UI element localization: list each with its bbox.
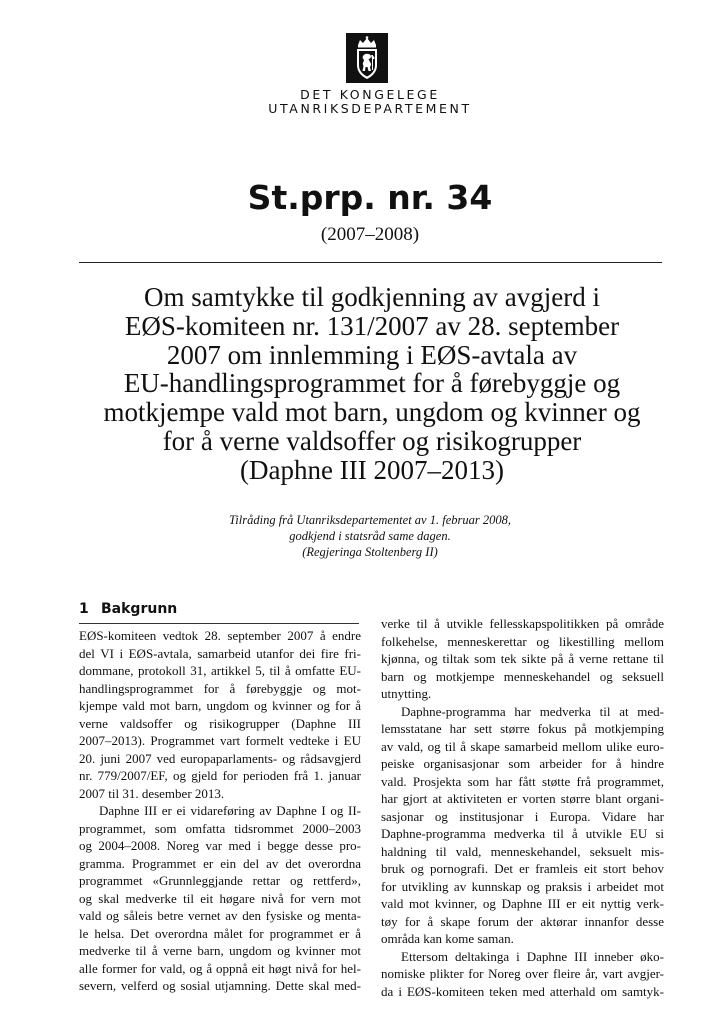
body-line: Daphne-programma har medverka til at med- (401, 703, 664, 719)
body-line: programmet, som omfatta tidsrommet 2000–2003 (79, 820, 361, 836)
title-line: 2007 om innlemming i EØS-avtala av (166, 339, 578, 370)
body-line: har gjort at aktiviteten er vorten større blant organi- (381, 791, 664, 806)
document-number: St.prp. nr. 34 (247, 178, 493, 217)
recommendation-line: Tilråding frå Utanriksdepartementet av 1. februar 2008, (229, 513, 511, 527)
body-line: områda kan kome saman. (381, 931, 514, 946)
title-line: Om samtykke til godkjenning av avgjerd i (144, 282, 600, 312)
body-line: for utvikling av kunnskap og praksis i arbeidet mot (381, 878, 664, 894)
body-line: handlingsprogrammet for å førebyggje og mot- (79, 680, 361, 696)
body-line: da i EØS-komiteen teken med atterhald om samtyk- (381, 983, 664, 999)
title-divider (79, 262, 662, 263)
body-line: le helsa. Det overordna målet for programmet er å (79, 925, 361, 941)
ministry-name-line2: UTANRIKSDEPARTEMENT (268, 101, 472, 116)
body-line: folkehelse, menneskerettar og likestilling mellom (381, 633, 664, 649)
title-line: motkjempe vald mot barn, ungdom og kvinner og (103, 397, 641, 428)
body-line: og skal medverke til eit høgare nivå for vern mot (79, 890, 361, 906)
body-line: programmet «Grunnleggjande rettar og rettferd», (79, 873, 361, 888)
document-title (76, 283, 668, 485)
body-line: gramma. Programmet er ein del av det overordna (79, 855, 361, 871)
body-line: EØS-komiteen vedtok 28. september 2007 å endre (79, 628, 361, 643)
body-line: sasjonar og institusjonar i Europa. Vidare har (381, 808, 664, 824)
title-line: EU-handlingsprogrammet for å førebyggje og (123, 368, 621, 399)
body-line: verke til å utvikle fellesskapspolitikken på område (381, 616, 664, 631)
body-line: alle former for vald, og å oppnå eit høgt nivå for hel- (79, 960, 361, 976)
body-line: nomiske plikter for Noreg over fleire år, vart avgjer- (381, 966, 664, 981)
body-line: utnytting. (381, 686, 432, 701)
body-column-right (381, 615, 664, 1000)
body-line: og 2004–2008. Noreg var med i begge desse pro- (79, 838, 361, 853)
body-line: tøy for å skape forum der aktørar innanfor desse (381, 913, 664, 929)
body-line: del VI i EØS-avtala, samarbeid utanfor dei fire fri- (79, 645, 361, 661)
body-line: barn og motkjempe menneskehandel og seksuell (381, 668, 664, 684)
body-line: bruk og pornografi. Det er framleis eit stort behov (381, 861, 664, 876)
session-years: (2007–2008) (320, 224, 420, 245)
title-line: for å verne valdsoffer og risikogrupper (162, 425, 582, 456)
body-line: Daphne III er ei vidareføring av Daphne I og II- (99, 803, 361, 818)
body-line: vald og såleis betre vernet av den fysiske og menta- (79, 908, 361, 923)
body-line: Ettersom deltakinga i Daphne III inneber øko- (401, 948, 664, 964)
body-line: dommane, protokoll 31, artikkel 5, til å omfatte EU- (79, 663, 361, 678)
body-line: nr. 779/2007/EF, og gjeld for perioden frå 1. januar (79, 768, 361, 783)
body-line: haldning til vald, menneskehandel, seksuelt mis- (381, 843, 664, 859)
body-line: verne valdsoffer og risikogrupper (Daphne III (79, 715, 361, 731)
body-line: av vald, og til å skape samarbeid mellom ulike euro- (381, 738, 664, 754)
body-line: lemsstatane har sett større fokus på motkjemping (381, 721, 664, 736)
body-column-left (79, 627, 361, 995)
body-line: Daphne-programma medverka til å utvikle EU si (381, 826, 664, 841)
body-line: 2007 til 31. desember 2013. (79, 785, 225, 801)
body-line: vald mot kvinner, og Daphne III er eit nyttig verk- (381, 896, 664, 911)
recommendation-line: godkjend i statsråd same dagen. (289, 529, 451, 543)
recommendation-line: (Regjeringa Stoltenberg II) (302, 545, 438, 559)
body-line: peiske organisasjonar som arbeider for å hindre (381, 756, 664, 771)
section-title: Bakgrunn (101, 601, 178, 617)
title-line: EØS-komiteen nr. 131/2007 av 28. september (124, 310, 620, 341)
section-divider (79, 623, 359, 624)
section-number: 1 (79, 601, 89, 617)
royal-coat-of-arms-icon (346, 33, 388, 83)
body-line: 2007–2013). Programmet vart formelt vedteke i EU (79, 733, 361, 748)
body-line: vald. Prosjekta som har fått støtte frå programmet, (381, 773, 664, 789)
ministry-name-line1: DET KONGELEGE (300, 87, 440, 102)
recommendation-note (170, 512, 570, 560)
body-line: kjempe vald mot barn, ungdom og kvinner og for å (79, 698, 361, 713)
body-line: kjønna, og tiltak som tek sikte på å verne rettane til (381, 651, 664, 666)
body-line: medverke til å verne barn, ungdom og kvinner mot (79, 943, 361, 958)
title-line: (Daphne III 2007–2013) (240, 454, 504, 485)
section-heading (79, 599, 177, 619)
body-line: 20. juni 2007 ved europaparlaments- og rådsavgjerd (79, 750, 361, 766)
body-line: severn, velferd og sosial utjamning. Dette skal med- (79, 978, 361, 993)
